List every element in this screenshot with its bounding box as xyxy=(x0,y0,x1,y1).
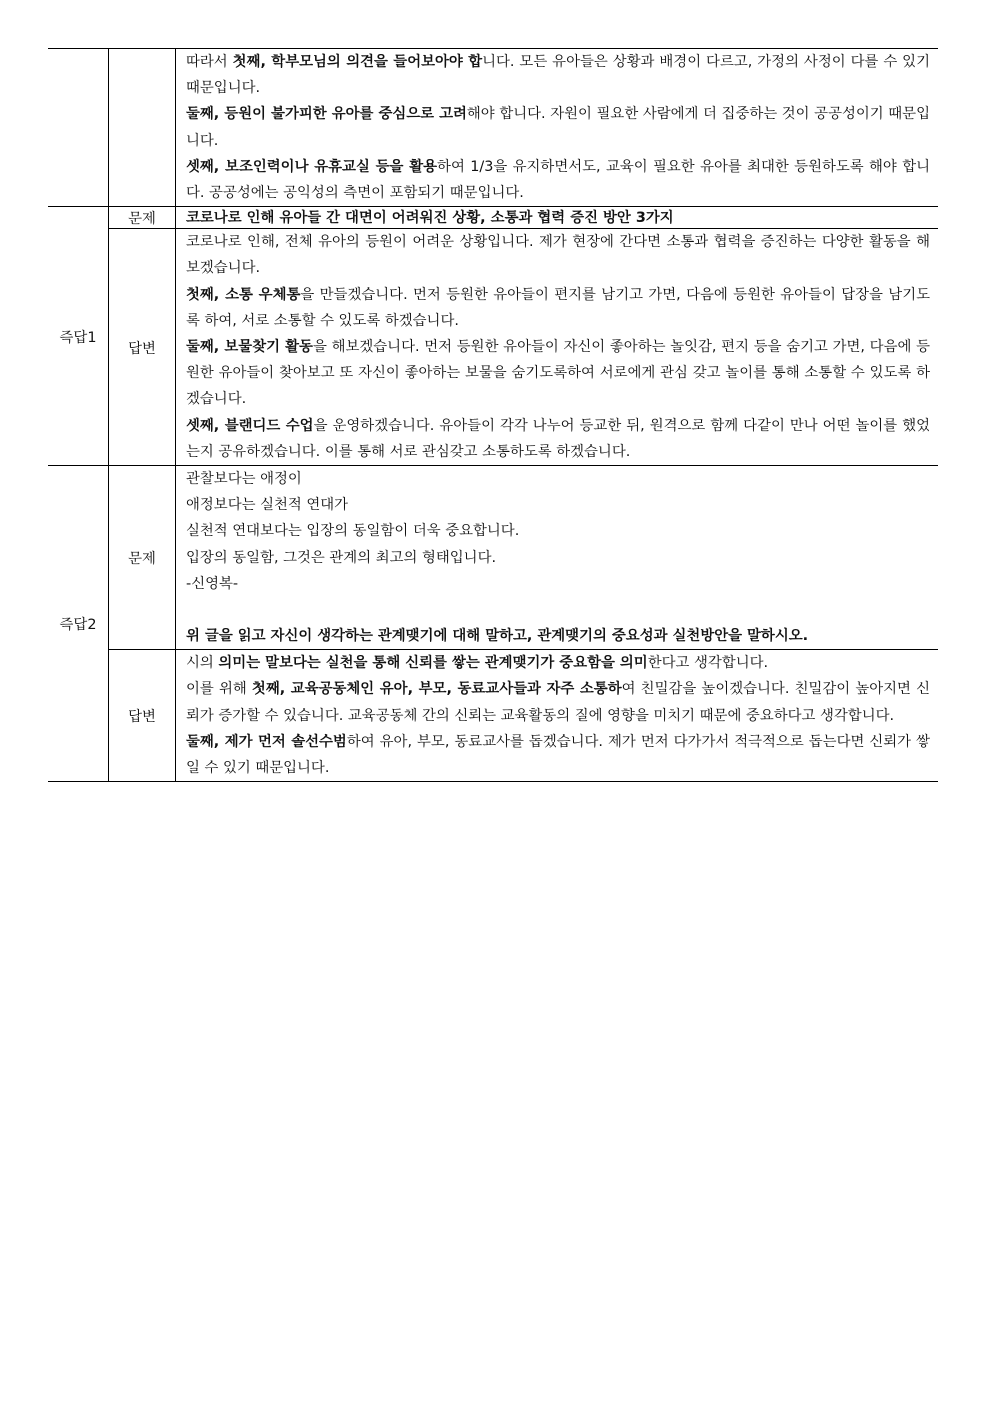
q1-answer xyxy=(176,229,939,466)
interview-answer-table xyxy=(48,48,938,782)
intro-row xyxy=(48,49,938,207)
empty-type-cell xyxy=(109,49,176,207)
q1-answer-intro: 코로나로 인해, 전체 유아의 등원이 어려운 상황입니다. 제가 현장에 간다면 소통과 협력을 증진하는 다양한 활동을 해보겠습니다. xyxy=(186,234,930,277)
q1-question-label: 문제 xyxy=(109,207,176,229)
q1-label: 즉답1 xyxy=(48,207,109,466)
intro-paragraph-3: 셋째, 보조인력이나 유휴교실 등을 활용하여 1/3을 유지하면서도, 교육이 필요한 유아를 최대한 등원하도록 해야 합니다. 공공성에는 공익성의 측면이 포함되기 때문입니다. xyxy=(186,158,930,202)
q1-question: 코로나로 인해 유아들 간 대면이 어려워진 상황, 소통과 협력 증진 방안 3가지 xyxy=(176,207,939,229)
q2-answer-paragraph-1: 이를 위해 첫째, 교육공동체인 유아, 부모, 동료교사들과 자주 소통하여 친밀감을 높이겠습니다. 친밀감이 높아지면 신뢰가 증가할 수 있습니다. 교육공동체 간의 신뢰는 교육활동의 질에 영향을 미치기 때문에 중요하다고 생각합니다. xyxy=(186,681,930,724)
q1-answer-paragraph-1: 첫째, 소통 우체통을 만들겠습니다. 먼저 등원한 유아들이 편지를 남기고 가면, 다음에 등원한 유아들이 답장을 남기도록 하여, 서로 소통할 수 있도록 하겠습니다. xyxy=(186,286,930,329)
q2-answer xyxy=(176,650,939,782)
empty-label-cell xyxy=(48,49,109,207)
poem-author: -신영복- xyxy=(186,575,239,592)
q2-answer-label: 답변 xyxy=(109,650,176,782)
q1-answer-paragraph-2: 둘째, 보물찾기 활동을 해보겠습니다. 먼저 등원한 유아들이 자신이 좋아하는 놀잇감, 편지 등을 숨기고 가면, 다음에 등원한 유아들이 찾아보고 또 자신이 좋아하는 보물을 숨기도록하여 서로에게 관심 갖고 놀이를 통해 소통할 수 있도록 하겠습니다. xyxy=(186,339,930,408)
intro-paragraph-2: 둘째, 등원이 불가피한 유아를 중심으로 고려해야 합니다. 자원이 필요한 사람에게 더 집중하는 것이 공공성이기 때문입니다. xyxy=(186,106,930,149)
q2-question-row xyxy=(48,466,938,650)
q2-label: 즉답2 xyxy=(48,466,109,782)
q1-answer-row xyxy=(48,229,938,466)
q2-prompt: 위 글을 읽고 자신이 생각하는 관계맺기에 대해 말하고, 관계맺기의 중요성과 실천방안을 말하시오. xyxy=(186,628,809,645)
q2-answer-row xyxy=(48,650,938,782)
q1-question-row xyxy=(48,207,938,229)
blank-line xyxy=(186,597,930,623)
poem-line: 애정보다는 실천적 연대가 xyxy=(186,497,349,514)
q1-answer-label: 답변 xyxy=(109,229,176,466)
intro-answer-cell xyxy=(176,49,939,207)
q2-question-label: 문제 xyxy=(109,466,176,650)
poem-line: 입장의 동일함, 그것은 관계의 최고의 형태입니다. xyxy=(186,549,497,566)
q1-answer-paragraph-3: 셋째, 블랜디드 수업을 운영하겠습니다. 유아들이 각각 나누어 등교한 뒤, 원격으로 함께 다같이 만나 어떤 놀이를 했었는지 공유하겠습니다. 이를 통해 서로 관심갖고 소통하도록 하겠습니다. xyxy=(186,417,930,460)
intro-paragraph-1: 따라서 첫째, 학부모님의 의견을 들어보아야 합니다. 모든 유아들은 상황과 배경이 다르고, 가정의 사정이 다를 수 있기 때문입니다. xyxy=(186,54,930,97)
poem-line: 실천적 연대보다는 입장의 동일함이 더욱 중요합니다. xyxy=(186,523,520,540)
q2-question xyxy=(176,466,939,650)
q2-answer-paragraph-2: 둘째, 제가 먼저 솔선수범하여 유아, 부모, 동료교사를 돕겠습니다. 제가 먼저 다가가서 적극적으로 돕는다면 신뢰가 쌓일 수 있기 때문입니다. xyxy=(186,733,930,777)
q2-answer-paragraph-0: 시의 의미는 말보다는 실천을 통해 신뢰를 쌓는 관계맺기가 중요함을 의미한다고 생각합니다. xyxy=(186,655,769,672)
poem-line: 관찰보다는 애정이 xyxy=(186,471,302,488)
